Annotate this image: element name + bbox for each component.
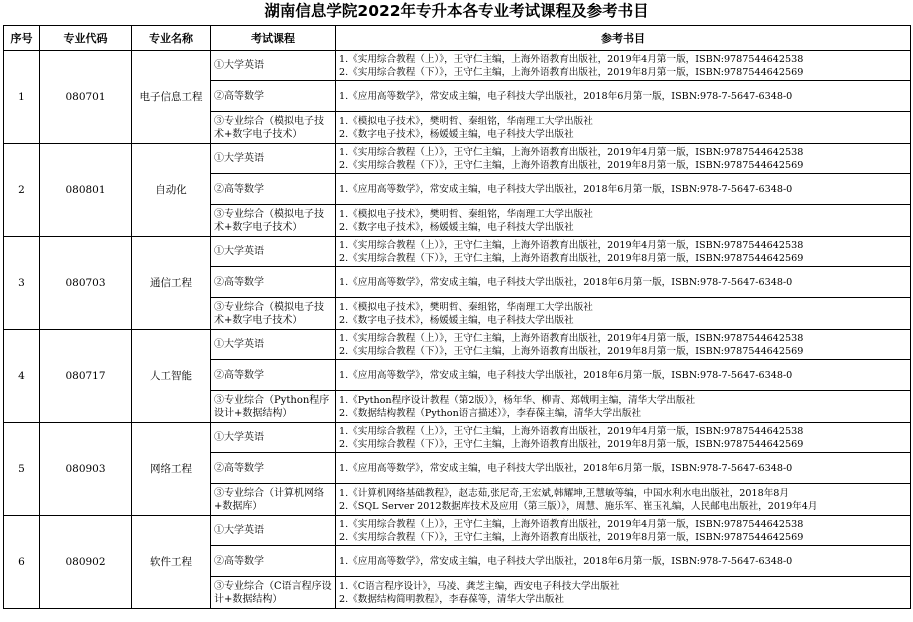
major-name-cell: 软件工程 (132, 516, 211, 609)
reference-cell (336, 267, 911, 298)
reference-line: 1.《模拟电子技术》，樊明哲、秦组铭，华南理工大学出版社 (339, 301, 593, 313)
reference-line: 1.《计算机网络基础教程》，赵志茹,张尼奇,王宏斌,韩耀坤,王慧敏等编，中国水利水电出版社，2018年8月 (339, 487, 790, 499)
exam-course-cell: ②高等数学 (211, 453, 336, 484)
major-name-cell: 电子信息工程 (132, 51, 211, 144)
reference-cell (336, 516, 911, 546)
reference-cell (336, 205, 911, 237)
major-code-cell: 080903 (40, 423, 132, 516)
table-body (4, 51, 911, 609)
reference-cell (336, 237, 911, 267)
reference-line: 2.《SQL Server 2012数据库技术及应用（第三版）》，周慧、施乐军、崔玉礼编，人民邮电出版社，2019年4月 (339, 500, 818, 512)
exam-course-cell: ①大学英语 (211, 330, 336, 360)
major-code-cell: 080902 (40, 516, 132, 609)
table-row (4, 144, 911, 174)
reference-line: 1.《应用高等数学》，常安成主编，电子科技大学出版社，2018年6月第一版，ISBN:978-7-5647-6348-0 (339, 276, 793, 288)
reference-line: 1.《应用高等数学》，常安成主编，电子科技大学出版社，2018年6月第一版，ISBN:978-7-5647-6348-0 (339, 555, 793, 567)
reference-cell (336, 484, 911, 516)
exam-course-cell: ②高等数学 (211, 546, 336, 577)
reference-line: 1.《模拟电子技术》，樊明哲、秦组铭，华南理工大学出版社 (339, 208, 593, 220)
page-title: 湖南信息学院2022年专升本各专业考试课程及参考书目 (264, 2, 649, 20)
exam-course-cell: ②高等数学 (211, 81, 336, 112)
major-code-cell: 080801 (40, 144, 132, 237)
exam-course-cell: ③专业综合（C语言程序设计+数据结构） (211, 577, 336, 609)
header-major-name: 专业名称 (132, 26, 211, 51)
reference-line: 2.《实用综合教程（下）》，王守仁主编，上海外语教育出版社，2019年8月第一版，ISBN:9787544642569 (339, 345, 804, 357)
seq-cell: 6 (4, 516, 40, 609)
reference-line: 2.《实用综合教程（下）》，王守仁主编，上海外语教育出版社，2019年8月第一版，ISBN:9787544642569 (339, 438, 804, 450)
table-row (4, 330, 911, 360)
reference-line: 1.《应用高等数学》，常安成主编，电子科技大学出版社，2018年6月第一版，ISBN:978-7-5647-6348-0 (339, 462, 793, 474)
exam-course-cell: ①大学英语 (211, 144, 336, 174)
reference-line: 2.《数字电子技术》，杨媛媛主编，电子科技大学出版社 (339, 128, 574, 140)
reference-line: 2.《实用综合教程（下）》，王守仁主编，上海外语教育出版社，2019年8月第一版，ISBN:9787544642569 (339, 66, 804, 78)
reference-line: 1.《应用高等数学》，常安成主编，电子科技大学出版社，2018年6月第一版，ISBN:978-7-5647-6348-0 (339, 369, 793, 381)
reference-line: 1.《C语言程序设计》，马凌、龚芝主编，西安电子科技大学出版社 (339, 580, 620, 592)
header-exam-course: 考试课程 (211, 26, 336, 51)
exam-course-cell: ①大学英语 (211, 423, 336, 453)
header-reference-books: 参考书目 (336, 26, 911, 51)
reference-line: 2.《实用综合教程（下）》，王守仁主编，上海外语教育出版社，2019年8月第一版，ISBN:9787544642569 (339, 531, 804, 543)
reference-line: 1.《Python程序设计教程（第2版）》，杨年华、柳青、郑戟明主编，清华大学出版社 (339, 394, 696, 406)
course-table (3, 25, 911, 609)
exam-course-cell: ①大学英语 (211, 516, 336, 546)
exam-course-cell: ②高等数学 (211, 267, 336, 298)
reference-cell (336, 330, 911, 360)
major-code-cell: 080701 (40, 51, 132, 144)
reference-cell (336, 112, 911, 144)
reference-line: 1.《应用高等数学》，常安成主编，电子科技大学出版社，2018年6月第一版，ISBN:978-7-5647-6348-0 (339, 183, 793, 195)
major-code-cell: 080717 (40, 330, 132, 423)
reference-line: 2.《数字电子技术》，杨媛媛主编，电子科技大学出版社 (339, 314, 574, 326)
exam-course-cell: ③专业综合（Python程序设计+数据结构） (211, 391, 336, 423)
reference-line: 1.《实用综合教程（上）》，王守仁主编，上海外语教育出版社，2019年4月第一版，ISBN:9787544642538 (339, 425, 804, 437)
reference-line: 1.《实用综合教程（上）》，王守仁主编，上海外语教育出版社，2019年4月第一版，ISBN:9787544642538 (339, 332, 804, 344)
header-major-code: 专业代码 (40, 26, 132, 51)
table-row (4, 423, 911, 453)
header-seq: 序号 (4, 26, 40, 51)
reference-cell (336, 423, 911, 453)
seq-cell: 5 (4, 423, 40, 516)
major-name-cell: 自动化 (132, 144, 211, 237)
reference-cell (336, 391, 911, 423)
reference-cell (336, 174, 911, 205)
reference-line: 1.《实用综合教程（上）》，王守仁主编，上海外语教育出版社，2019年4月第一版，ISBN:9787544642538 (339, 239, 804, 251)
exam-course-cell: ③专业综合（模拟电子技术+数字电子技术） (211, 205, 336, 237)
reference-cell (336, 298, 911, 330)
table-row (4, 51, 911, 81)
reference-cell (336, 577, 911, 609)
reference-cell (336, 51, 911, 81)
exam-course-cell: ②高等数学 (211, 174, 336, 205)
reference-cell (336, 81, 911, 112)
seq-cell: 4 (4, 330, 40, 423)
reference-line: 1.《实用综合教程（上）》，王守仁主编，上海外语教育出版社，2019年4月第一版，ISBN:9787544642538 (339, 146, 804, 158)
exam-course-cell: ①大学英语 (211, 51, 336, 81)
major-name-cell: 网络工程 (132, 423, 211, 516)
exam-course-cell: ①大学英语 (211, 237, 336, 267)
seq-cell: 3 (4, 237, 40, 330)
exam-course-cell: ③专业综合（模拟电子技术+数字电子技术） (211, 298, 336, 330)
header-row (4, 26, 911, 51)
major-name-cell: 人工智能 (132, 330, 211, 423)
reference-cell (336, 144, 911, 174)
seq-cell: 1 (4, 51, 40, 144)
table-row (4, 237, 911, 267)
seq-cell: 2 (4, 144, 40, 237)
reference-line: 1.《实用综合教程（上）》，王守仁主编，上海外语教育出版社，2019年4月第一版，ISBN:9787544642538 (339, 53, 804, 65)
reference-line: 2.《实用综合教程（下）》，王守仁主编，上海外语教育出版社，2019年8月第一版，ISBN:9787544642569 (339, 252, 804, 264)
major-code-cell: 080703 (40, 237, 132, 330)
reference-line: 2.《数据结构教程（Python语言描述）》，李春葆主编，清华大学出版社 (339, 407, 642, 419)
exam-course-cell: ②高等数学 (211, 360, 336, 391)
reference-cell (336, 546, 911, 577)
table-row (4, 516, 911, 546)
exam-course-cell: ③专业综合（计算机网络+数据库） (211, 484, 336, 516)
major-name-cell: 通信工程 (132, 237, 211, 330)
reference-line: 1.《应用高等数学》，常安成主编，电子科技大学出版社，2018年6月第一版，ISBN:978-7-5647-6348-0 (339, 90, 793, 102)
reference-line: 1.《模拟电子技术》，樊明哲、秦组铭，华南理工大学出版社 (339, 115, 593, 127)
reference-line: 1.《实用综合教程（上）》，王守仁主编，上海外语教育出版社，2019年4月第一版，ISBN:9787544642538 (339, 518, 804, 530)
reference-line: 2.《数据结构简明教程》，李春葆等，清华大学出版社 (339, 593, 565, 605)
reference-line: 2.《数字电子技术》，杨媛媛主编，电子科技大学出版社 (339, 221, 574, 233)
reference-line: 2.《实用综合教程（下）》，王守仁主编，上海外语教育出版社，2019年8月第一版，ISBN:9787544642569 (339, 159, 804, 171)
reference-cell (336, 453, 911, 484)
reference-cell (336, 360, 911, 391)
exam-course-cell: ③专业综合（模拟电子技术+数字电子技术） (211, 112, 336, 144)
